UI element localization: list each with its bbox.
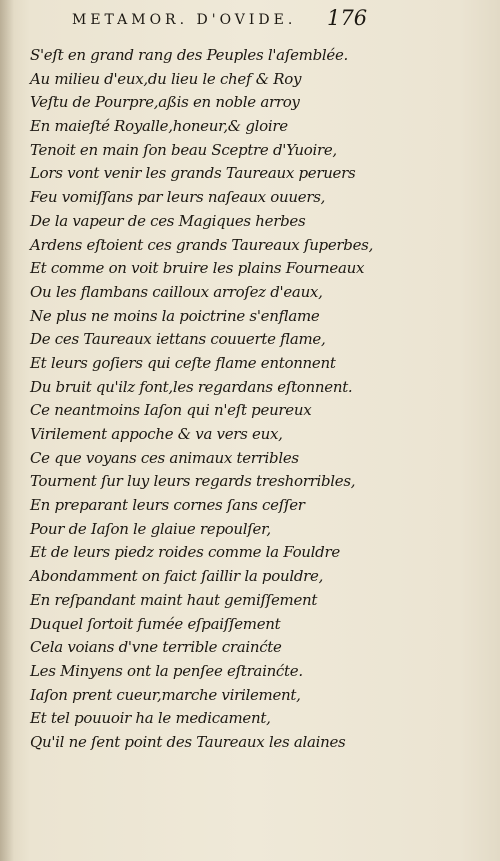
verse-line: En maieſté Royalle,honeur,& gloire [30,117,288,136]
verse-line: S'eſt en grand rang des Peuples l'aſemblée. [30,46,349,64]
verse-line: Veſtu de Pourpre,aßis en noble arroy [30,93,300,112]
verse-line: Et tel pouuoir ha le medicament, [30,709,271,728]
verse-line: Et de leurs piedz roides comme la Fouldre [30,543,340,562]
verse-line: Les Minyens ont la penſee eſtrainćte. [30,661,303,680]
verse-line: Feu vomiſſans par leurs naſeaux ouuers, [30,188,326,207]
verse-line: Ardens eſtoient ces grands Taureaux ſuperbes, [30,235,374,254]
verse-line: De ces Taureaux iettans couuerte flame, [30,330,326,349]
verse-list [30,44,380,755]
verse-line: Duquel ſortoit fumée eſpaiſſement [30,614,281,633]
verse-line: Tournent ſur luy leurs regards treshorribles, [30,472,356,491]
verse-line: De la vapeur de ces Magiques herbes [30,211,306,230]
page-gutter-shadow [0,0,14,861]
verse-line: Ce neantmoins Iaſon qui n'eſt peureux [30,401,312,420]
verse-line: Iaſon prent cueur,marche virilement, [30,685,301,704]
running-title: METAMOR. D'OVIDE. [72,12,297,28]
verse-line: Au milieu d'eux,du lieu le chef & Roy [30,69,302,88]
verse-line: En preparant leurs cornes ſans ceſſer [30,496,305,515]
verse-line: Et leurs goſiers qui ceſte flame entonnent [30,353,336,372]
verse-line: Ce que voyans ces animaux terribles [30,448,299,467]
page-header [72,6,372,36]
page-number: 176 [327,6,368,30]
verse-line: Du bruit qu'ilz font,les regardans eſtonnent. [30,377,353,396]
verse-line: En reſpandant maint haut gemiſſement [30,590,318,609]
verse-line: Lors vont venir les grands Taureaux peruers [30,164,356,183]
verse-line: Tenoit en main ſon beau Sceptre d'Yuoire, [30,140,337,159]
verse-line: Ne plus ne moins la poictrine s'enflame [30,306,320,325]
verse-line: Cela voians d'vne terrible crainćte [30,638,282,657]
verse-line: Ou les flambans cailloux arroſez d'eaux, [30,282,323,301]
verse-line: Virilement appoche & va vers eux, [30,425,283,443]
verse-line: Abondamment on faict ſaillir la pouldre, [30,567,324,586]
verse-line: Pour de Iaſon le glaiue repoulſer, [30,519,271,538]
verse-line: Qu'il ne ſent point des Taureaux les alaines [30,732,346,751]
verse-line: Et comme on voit bruire les plains Fourneaux [30,259,365,278]
